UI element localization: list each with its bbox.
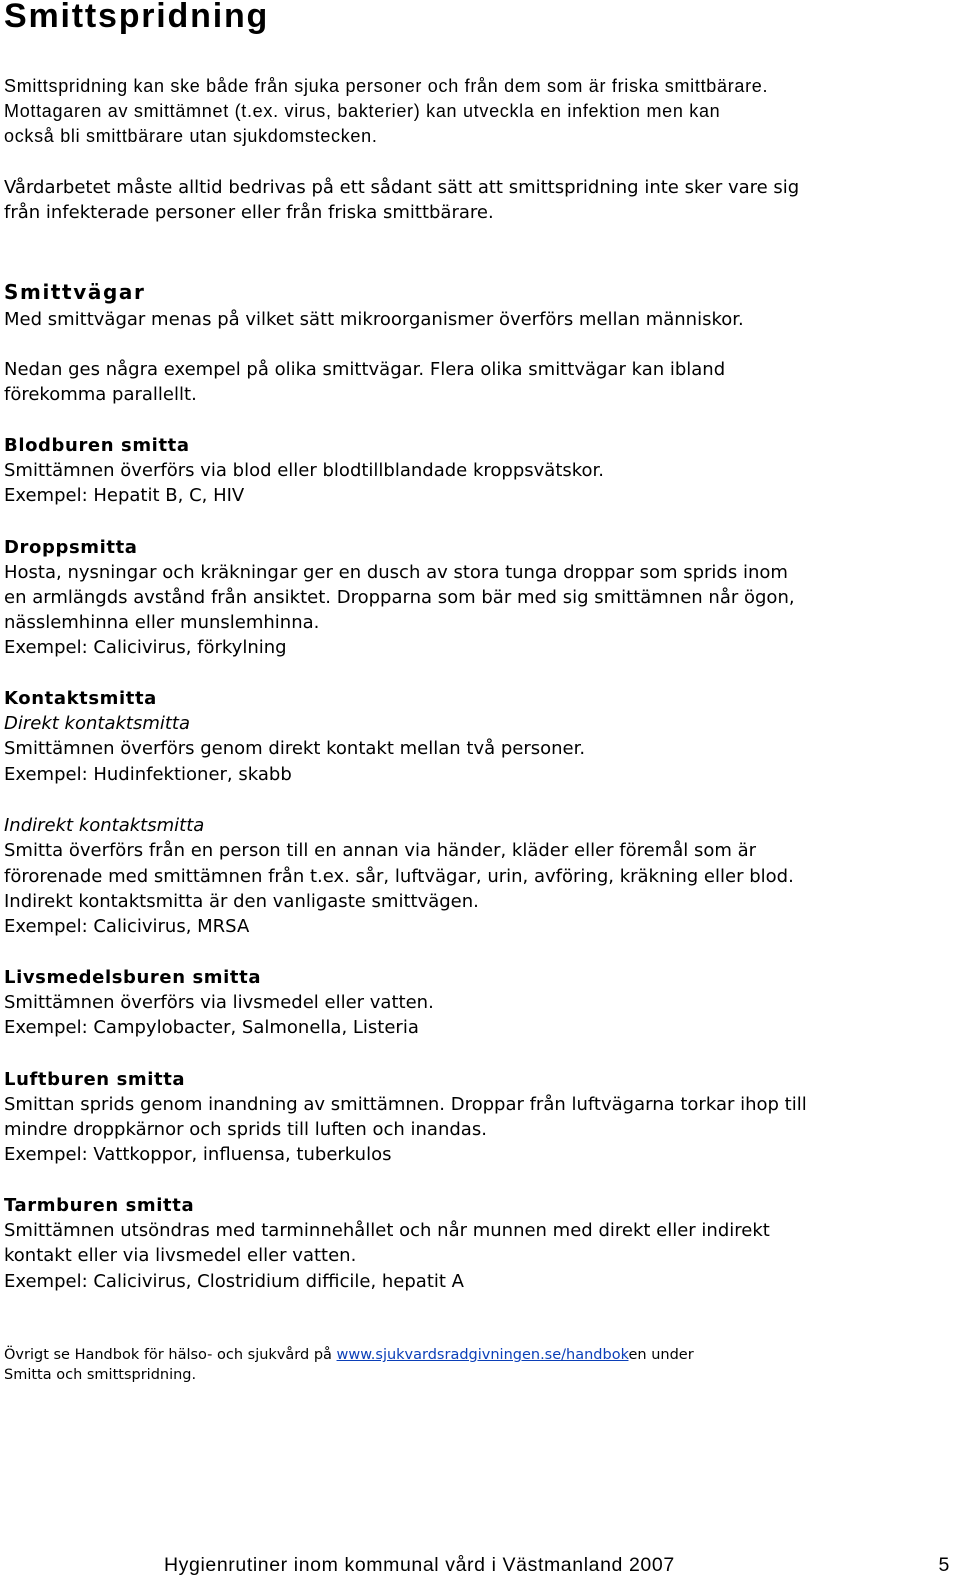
- routes-line-1: Nedan ges några exempel på olika smittvägar. Flera olika smittvägar kan ibland: [4, 359, 726, 380]
- page-number: 5: [938, 1554, 950, 1576]
- air-line-2: mindre droppkärnor och sprids till luften och inandas.: [4, 1119, 487, 1140]
- handbook-note-suffix: en under: [628, 1347, 694, 1363]
- routes-line-2: förekomma parallellt.: [4, 384, 197, 405]
- care-line-2: från infekterade personer eller från friska smittbärare.: [4, 202, 494, 223]
- droplet-line-3: nässlemhinna eller munslemhinna.: [4, 612, 320, 633]
- intro-line-1: Smittspridning kan ske både från sjuka personer och från dem som är friska smittbärare.: [4, 76, 769, 96]
- handbook-link[interactable]: www.sjukvardsradgivningen.se/handbok: [336, 1347, 629, 1363]
- indirect-contact-line-1: Smitta överförs från en person till en annan via händer, kläder eller föremål som är: [4, 840, 757, 861]
- direct-contact-example: Exempel: Hudinfektioner, skabb: [4, 764, 292, 785]
- food-text: Smittämnen överförs via livsmedel eller vatten.: [4, 992, 434, 1013]
- heading-blodburen-smitta: Blodburen smitta: [4, 435, 190, 456]
- heading-tarmburen-smitta: Tarmburen smitta: [4, 1195, 195, 1216]
- droplet-line-1: Hosta, nysningar och kräkningar ger en dusch av stora tunga droppar som sprids inom: [4, 562, 788, 583]
- handbook-note: [4, 1345, 694, 1365]
- gut-line-1: Smittämnen utsöndras med tarminnehållet och når munnen med direkt eller indirekt: [4, 1220, 770, 1241]
- gut-line-2: kontakt eller via livsmedel eller vatten.: [4, 1245, 357, 1266]
- handbook-note-line-2: Smitta och smittspridning.: [4, 1367, 197, 1383]
- blood-example: Exempel: Hepatit B, C, HIV: [4, 485, 245, 506]
- air-example: Exempel: Vattkoppor, influensa, tuberkulos: [4, 1144, 392, 1165]
- subheading-indirekt-kontaktsmitta: Indirekt kontaktsmitta: [4, 815, 205, 836]
- care-line-1: Vårdarbetet måste alltid bedrivas på ett sådant sätt att smittspridning inte sker vare sig: [4, 177, 800, 198]
- droplet-example: Exempel: Calicivirus, förkylning: [4, 637, 287, 658]
- intro-line-2: Mottagaren av smittämnet (t.ex. virus, bakterier) kan utveckla en infektion men kan: [4, 101, 721, 121]
- food-example: Exempel: Campylobacter, Salmonella, Listeria: [4, 1017, 419, 1038]
- handbook-note-prefix: Övrigt se Handbok för hälso- och sjukvård på: [4, 1347, 337, 1363]
- section-heading-smittvagar: Smittvägar: [4, 280, 146, 304]
- air-line-1: Smittan sprids genom inandning av smittämnen. Droppar från luftvägarna torkar ihop till: [4, 1094, 807, 1115]
- page-footer: [164, 1554, 950, 1577]
- indirect-contact-example: Exempel: Calicivirus, MRSA: [4, 916, 250, 937]
- heading-droppsmitta: Droppsmitta: [4, 537, 138, 558]
- intro-line-3: också bli smittbärare utan sjukdomstecken.: [4, 126, 378, 146]
- subheading-direkt-kontaktsmitta: Direkt kontaktsmitta: [4, 713, 191, 734]
- indirect-contact-line-3: Indirekt kontaktsmitta är den vanligaste smittvägen.: [4, 891, 479, 912]
- gut-example: Exempel: Calicivirus, Clostridium difficile, hepatit A: [4, 1271, 464, 1292]
- blood-text: Smittämnen överförs via blod eller blodtillblandade kroppsvätskor.: [4, 460, 605, 481]
- heading-kontaktsmitta: Kontaktsmitta: [4, 688, 157, 709]
- heading-livsmedelsburen-smitta: Livsmedelsburen smitta: [4, 967, 262, 988]
- direct-contact-text: Smittämnen överförs genom direkt kontakt mellan två personer.: [4, 738, 586, 759]
- droplet-line-2: en armlängds avstånd från ansiktet. Dropparna som bär med sig smittämnen når ögon,: [4, 587, 795, 608]
- heading-luftburen-smitta: Luftburen smitta: [4, 1069, 186, 1090]
- indirect-contact-line-2: förorenade med smittämnen från t.ex. sår, luftvägar, urin, avföring, kräkning eller blod.: [4, 866, 794, 887]
- routes-definition: Med smittvägar menas på vilket sätt mikroorganismer överförs mellan människor.: [4, 309, 744, 330]
- footer-text: Hygienrutiner inom kommunal vård i Västmanland 2007: [164, 1554, 675, 1576]
- page-title: Smittspridning: [4, 0, 270, 35]
